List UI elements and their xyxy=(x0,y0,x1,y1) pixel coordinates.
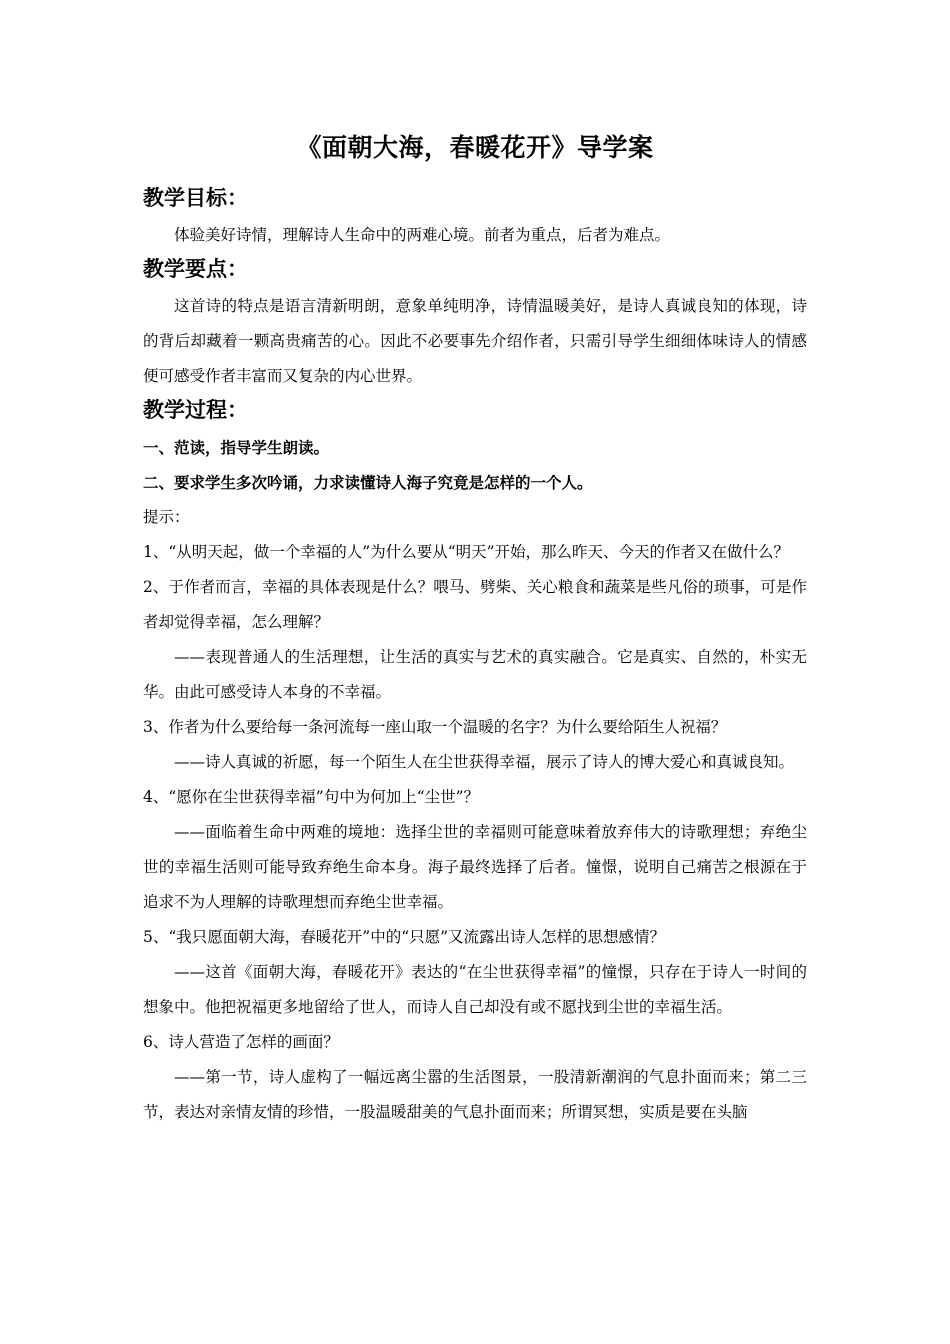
process-step-1: 一、范读，指导学生朗读。 xyxy=(143,438,330,457)
question-5: 5、“我只愿面朝大海，春暖花开”中的“只愿”又流露出诗人怎样的思想感情？ xyxy=(143,928,666,946)
hint-label: 提示： xyxy=(143,508,190,526)
goals-text: 体验美好诗情，理解诗人生命中的两难心境。前者为重点，后者为难点。 xyxy=(174,226,671,244)
answer-6: ——第一节，诗人虚构了一幅远离尘嚣的生活图景，一股清新潮润的气息扑面而来；第二三节，表达对亲情友情的珍惜，一股温暖甜美的气息扑面而来；所谓冥想，实质是要在头脑 xyxy=(143,1068,807,1121)
question-6: 6、诗人营造了怎样的画面？ xyxy=(143,1033,339,1051)
document-content xyxy=(143,128,807,1130)
goals-heading: 教学目标： xyxy=(143,185,248,210)
question-1: 1、“从明天起，做一个幸福的人”为什么要从“明天”开始，那么昨天、今天的作者又在做什么？ xyxy=(143,543,790,561)
process-step-2: 二、要求学生多次吟诵，力求读懂诗人海子究竟是怎样的一个人。 xyxy=(143,473,593,492)
key-points-text: 这首诗的特点是语言清新明朗，意象单纯明净，诗情温暖美好，是诗人真诚良知的体现，诗的背后却藏着一颗高贵痛苦的心。因此不必要事先介绍作者，只需引导学生细细体味诗人的情感便可感受作者丰富而又复杂的内心世界。 xyxy=(143,297,807,385)
document-title: 《面朝大海，春暖花开》导学案 xyxy=(296,133,654,162)
answer-4: ——面临着生命中两难的境地：选择尘世的幸福则可能意味着放弃伟大的诗歌理想；弃绝尘世的幸福生活则可能导致弃绝生命本身。海子最终选择了后者。憧憬，说明自己痛苦之根源在于追求不为人理解的诗歌理想而弃绝尘世幸福。 xyxy=(143,823,807,911)
question-4: 4、“愿你在尘世获得幸福”句中为何加上“尘世”？ xyxy=(143,788,480,806)
answer-3: ——诗人真诚的祈愿，每一个陌生人在尘世获得幸福，展示了诗人的博大爱心和真诚良知。 xyxy=(174,753,795,771)
process-heading: 教学过程： xyxy=(143,397,248,422)
question-3: 3、作者为什么要给每一条河流每一座山取一个温暖的名字？为什么要给陌生人祝福？ xyxy=(143,718,727,736)
answer-2: ——表现普通人的生活理想，让生活的真实与艺术的真实融合。它是真实、自然的，朴实无华。由此可感受诗人本身的不幸福。 xyxy=(143,648,807,701)
question-2: 2、于作者而言，幸福的具体表现是什么？喂马、劈柴、关心粮食和蔬菜是些凡俗的琐事，可是作者却觉得幸福，怎么理解？ xyxy=(143,578,807,631)
answer-5: ——这首《面朝大海，春暖花开》表达的“在尘世获得幸福”的憧憬，只存在于诗人一时间的想象中。他把祝福更多地留给了世人，而诗人自己却没有或不愿找到尘世的幸福生活。 xyxy=(143,963,807,1016)
key-points-heading: 教学要点： xyxy=(143,256,248,281)
